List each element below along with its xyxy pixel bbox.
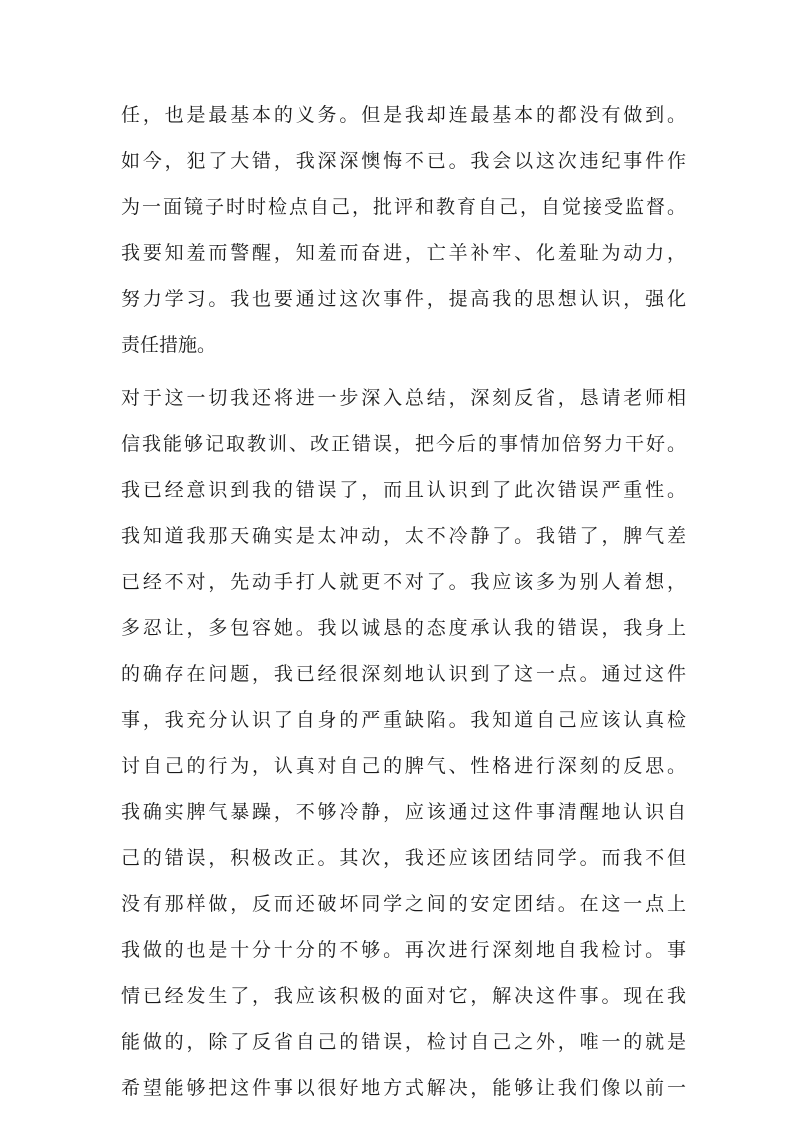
text-line: 信我能够记取教训、改正错误，把今后的事情加倍努力干好。: [121, 433, 686, 455]
text-line: 讨自己的行为，认真对自己的脾气、性格进行深刻的反思。: [121, 755, 686, 777]
text-line: 我已经意识到我的错误了，而且认识到了此次错误严重性。: [121, 479, 686, 501]
text-line: 任，也是最基本的义务。但是我却连最基本的都没有做到。: [121, 104, 686, 126]
text-line: 我做的也是十分十分的不够。再次进行深刻地自我检讨。事: [121, 939, 686, 961]
text-line: 努力学习。我也要通过这次事件，提高我的思想认识，强化: [121, 288, 686, 310]
text-line: 我确实脾气暴躁，不够冷静，应该通过这件事清醒地认识自: [121, 801, 686, 823]
text-line: 已经不对，先动手打人就更不对了。我应该多为别人着想，: [121, 571, 686, 593]
text-line: 能做的，除了反省自己的错误，检讨自己之外，唯一的就是: [121, 1031, 686, 1053]
text-line: 对于这一切我还将进一步深入总结，深刻反省，恳请老师相: [121, 387, 686, 409]
text-line: 希望能够把这件事以很好地方式解决，能够让我们像以前一: [121, 1077, 686, 1099]
text-line: 如今，犯了大错，我深深懊悔不已。我会以这次违纪事件作: [121, 150, 686, 172]
text-line: 情已经发生了，我应该积极的面对它，解决这件事。现在我: [121, 985, 686, 1007]
text-line: 的确存在问题，我已经很深刻地认识到了这一点。通过这件: [121, 663, 686, 685]
text-line: 己的错误，积极改正。其次，我还应该团结同学。而我不但: [121, 847, 686, 869]
text-line: 为一面镜子时时检点自己，批评和教育自己，自觉接受监督。: [121, 196, 686, 218]
text-line: 我知道我那天确实是太冲动，太不冷静了。我错了，脾气差: [121, 525, 686, 547]
text-line: 我要知羞而警醒，知羞而奋进，亡羊补牢、化羞耻为动力，: [121, 242, 686, 264]
text-line: 没有那样做，反而还破坏同学之间的安定团结。在这一点上: [121, 893, 686, 915]
text-line: 责任措施。: [121, 334, 217, 356]
text-line: 多忍让，多包容她。我以诚恳的态度承认我的错误，我身上: [121, 617, 686, 639]
text-line: 事，我充分认识了自身的严重缺陷。我知道自己应该认真检: [121, 709, 686, 731]
